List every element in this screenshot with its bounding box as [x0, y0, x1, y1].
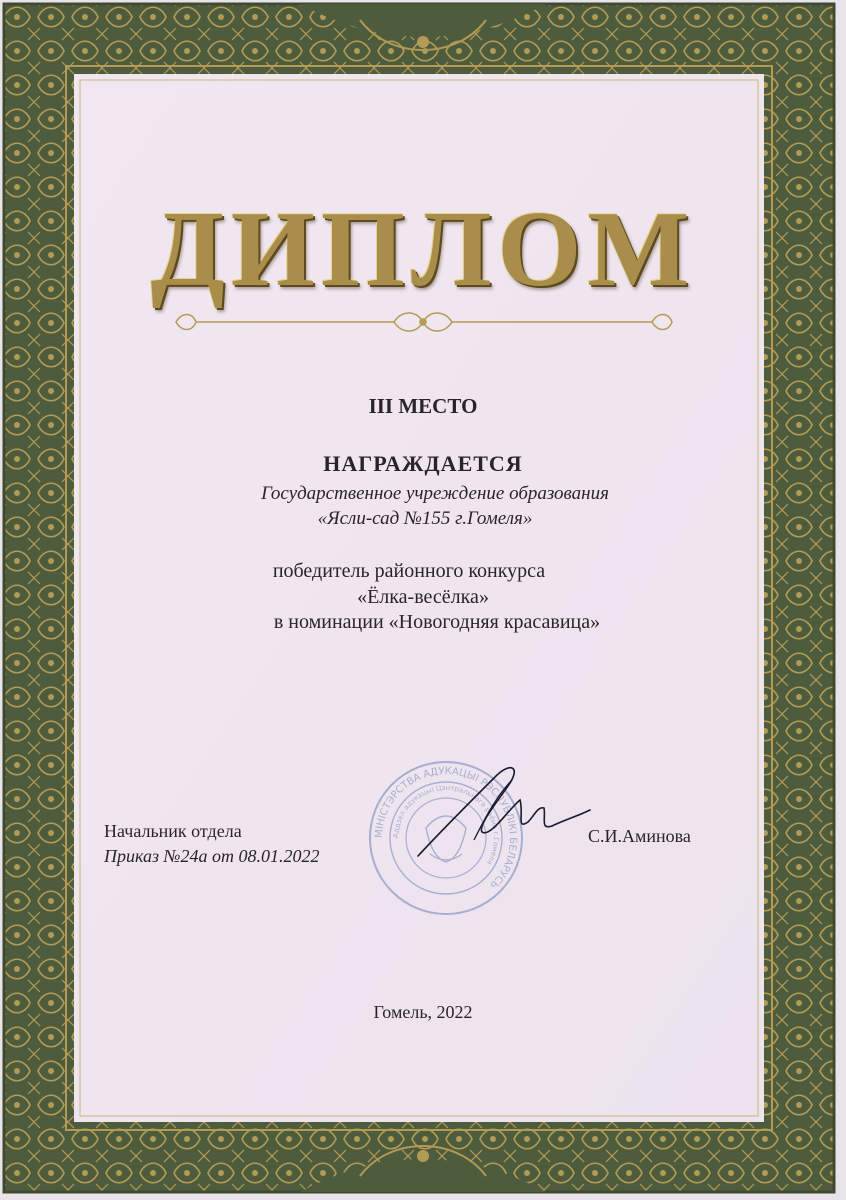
signer-name: С.И.Аминова	[588, 826, 691, 846]
place-heading: III МЕСТО	[368, 394, 478, 418]
winner-line-1: победитель районного конкурса	[272, 560, 546, 582]
diploma-title: ДИПЛОМ	[150, 190, 696, 309]
city-year: Гомель, 2022	[373, 1002, 473, 1022]
stamp-outer-text: МІНІСТЭРСТВА АДУКАЦЫІ РЭСПУБЛІКІ БЕЛАРУСЬ	[373, 765, 519, 891]
awarded-heading: НАГРАЖДАЕТСЯ	[323, 451, 523, 476]
order-reference: Приказ №24а от 08.01.2022	[104, 846, 320, 866]
signature-mark	[412, 760, 592, 860]
organization-line-1: Государственное учреждение образования	[261, 483, 609, 504]
organization-line-2: «Ясли-сад №155 г.Гомеля»	[317, 508, 533, 529]
winner-line-3: в номинации «Новогодняя красавица»	[273, 611, 601, 633]
chief-title: Начальник отдела	[104, 821, 242, 841]
stamp-inner-text: Аддзел адукацыі Цэнтральнага раёна г.Гомеля	[391, 783, 501, 867]
winner-line-2: «Ёлка-весёлка»	[357, 586, 489, 608]
